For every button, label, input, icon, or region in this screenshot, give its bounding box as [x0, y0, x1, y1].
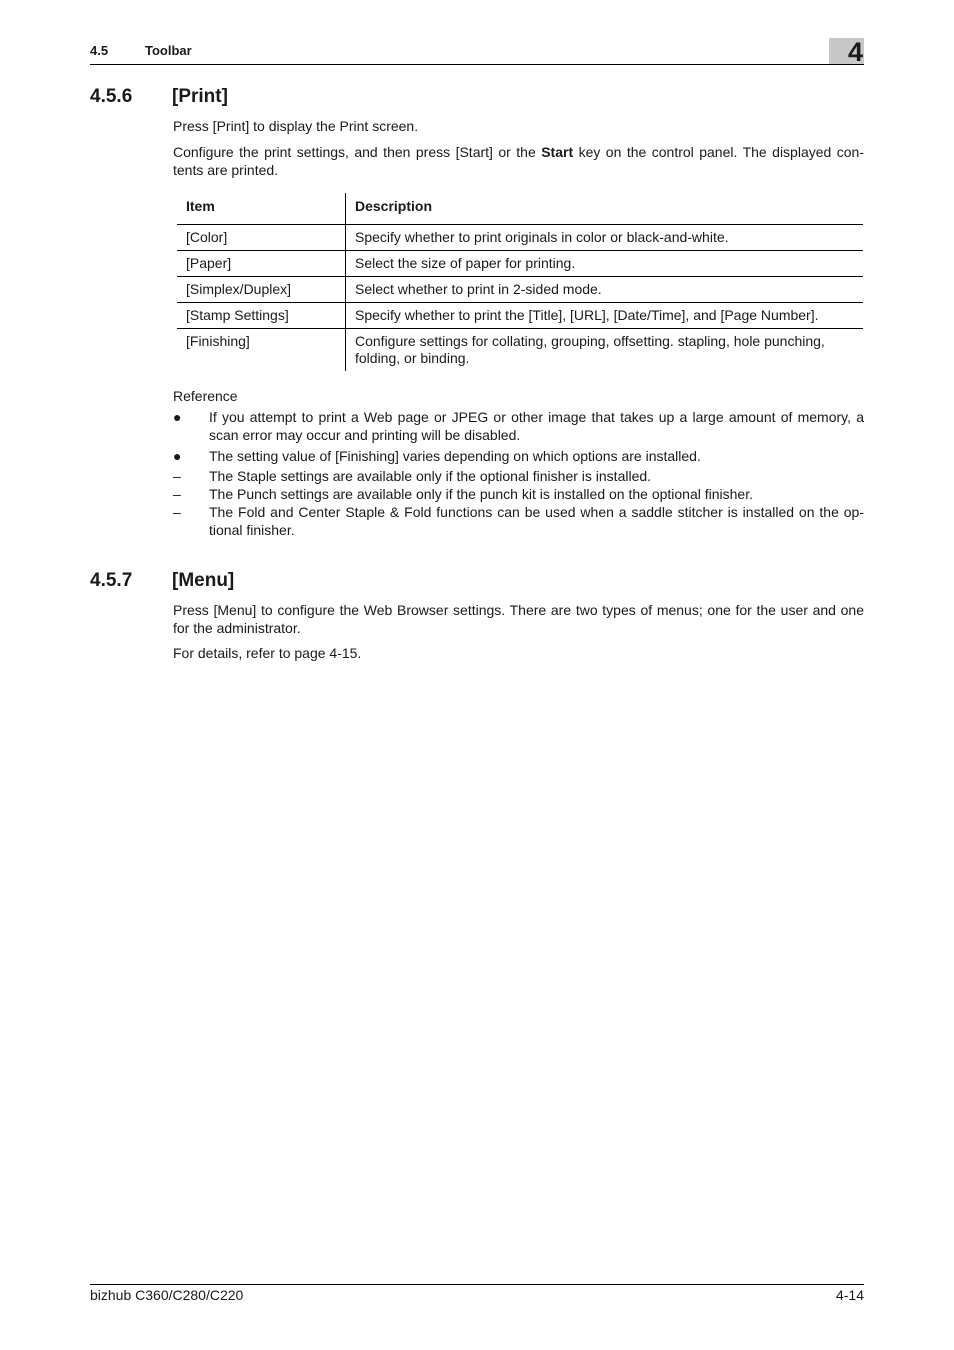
description-cell: Specify whether to print originals in color or black-and-white. [346, 225, 864, 251]
heading-menu-title: [Menu] [172, 570, 235, 591]
column-header-description: Description [346, 193, 864, 225]
print-instructions-end: key on the control panel. The displayed con-tents are printed. [173, 144, 865, 178]
menu-reference: For details, refer to page 4-15. [173, 645, 362, 661]
description-cell: Select the size of paper for printing. [346, 251, 864, 277]
table-header-row [177, 193, 863, 225]
reference-list-item [173, 408, 864, 444]
bullet-icon: ● [173, 448, 182, 464]
reference-list-item [173, 467, 864, 485]
header-section-number: 4.5 [90, 43, 109, 58]
item-cell: [Finishing] [177, 329, 346, 372]
header-section-title: Toolbar [145, 43, 192, 58]
column-header-item: Item [177, 193, 346, 225]
table-row [177, 251, 863, 277]
reference-text: The Staple settings are available only if the optional finisher is installed. [209, 468, 652, 484]
table-row [177, 329, 863, 372]
dash-icon: – [173, 504, 181, 520]
menu-description: Press [Menu] to configure the Web Browser settings. There are two types of menus; one for the user and one for the administrator. [173, 602, 864, 636]
print-instructions [173, 143, 864, 179]
heading-print-number: 4.5.6 [90, 86, 133, 107]
item-cell: [Simplex/Duplex] [177, 277, 346, 303]
print-intro: Press [Print] to display the Print screen. [173, 118, 419, 134]
footer-product-name: bizhub C360/C280/C220 [90, 1287, 244, 1303]
heading-print-title: [Print] [172, 86, 228, 107]
reference-list-item [173, 503, 864, 539]
reference-list-item [173, 485, 864, 503]
reference-list-item [173, 447, 864, 465]
dash-icon: – [173, 486, 181, 502]
item-cell: [Color] [177, 225, 346, 251]
bullet-icon: ● [173, 409, 182, 425]
reference-text: The Fold and Center Staple & Fold functions can be used when a saddle stitcher is installed on the op-tional finisher. [209, 504, 864, 538]
item-cell: [Paper] [177, 251, 346, 277]
description-cell: Specify whether to print the [Title], [URL], [Date/Time], and [Page Number]. [346, 303, 864, 329]
heading-menu [90, 570, 234, 592]
print-settings-table [177, 193, 863, 371]
start-key-label: Start [541, 144, 574, 160]
item-cell: [Stamp Settings] [177, 303, 346, 329]
reference-label: Reference [173, 388, 238, 404]
header-rule [90, 64, 864, 65]
print-instructions-start: Configure the print settings, and then press [Start] or the [173, 144, 542, 160]
footer-rule [90, 1284, 864, 1285]
reference-text: The Punch settings are available only if the punch kit is installed on the optional finisher. [209, 486, 753, 502]
table-row [177, 303, 863, 329]
table-row [177, 225, 863, 251]
running-header [90, 41, 864, 65]
heading-print [90, 86, 228, 108]
footer-page-number: 4-14 [835, 1287, 864, 1303]
dash-icon: – [173, 468, 181, 484]
heading-menu-number: 4.5.7 [90, 570, 133, 591]
reference-text: If you attempt to print a Web page or JPEG or other image that takes up a large amount of memory, a scan error may occur and printing will be disabled. [209, 409, 864, 443]
description-cell: Select whether to print in 2-sided mode. [346, 277, 864, 303]
chapter-number: 4 [848, 37, 864, 67]
description-cell: Configure settings for collating, grouping, offsetting. stapling, hole punching, folding, or binding. [355, 333, 825, 366]
table-row [177, 277, 863, 303]
reference-text: The setting value of [Finishing] varies depending on which options are installed. [209, 448, 701, 464]
